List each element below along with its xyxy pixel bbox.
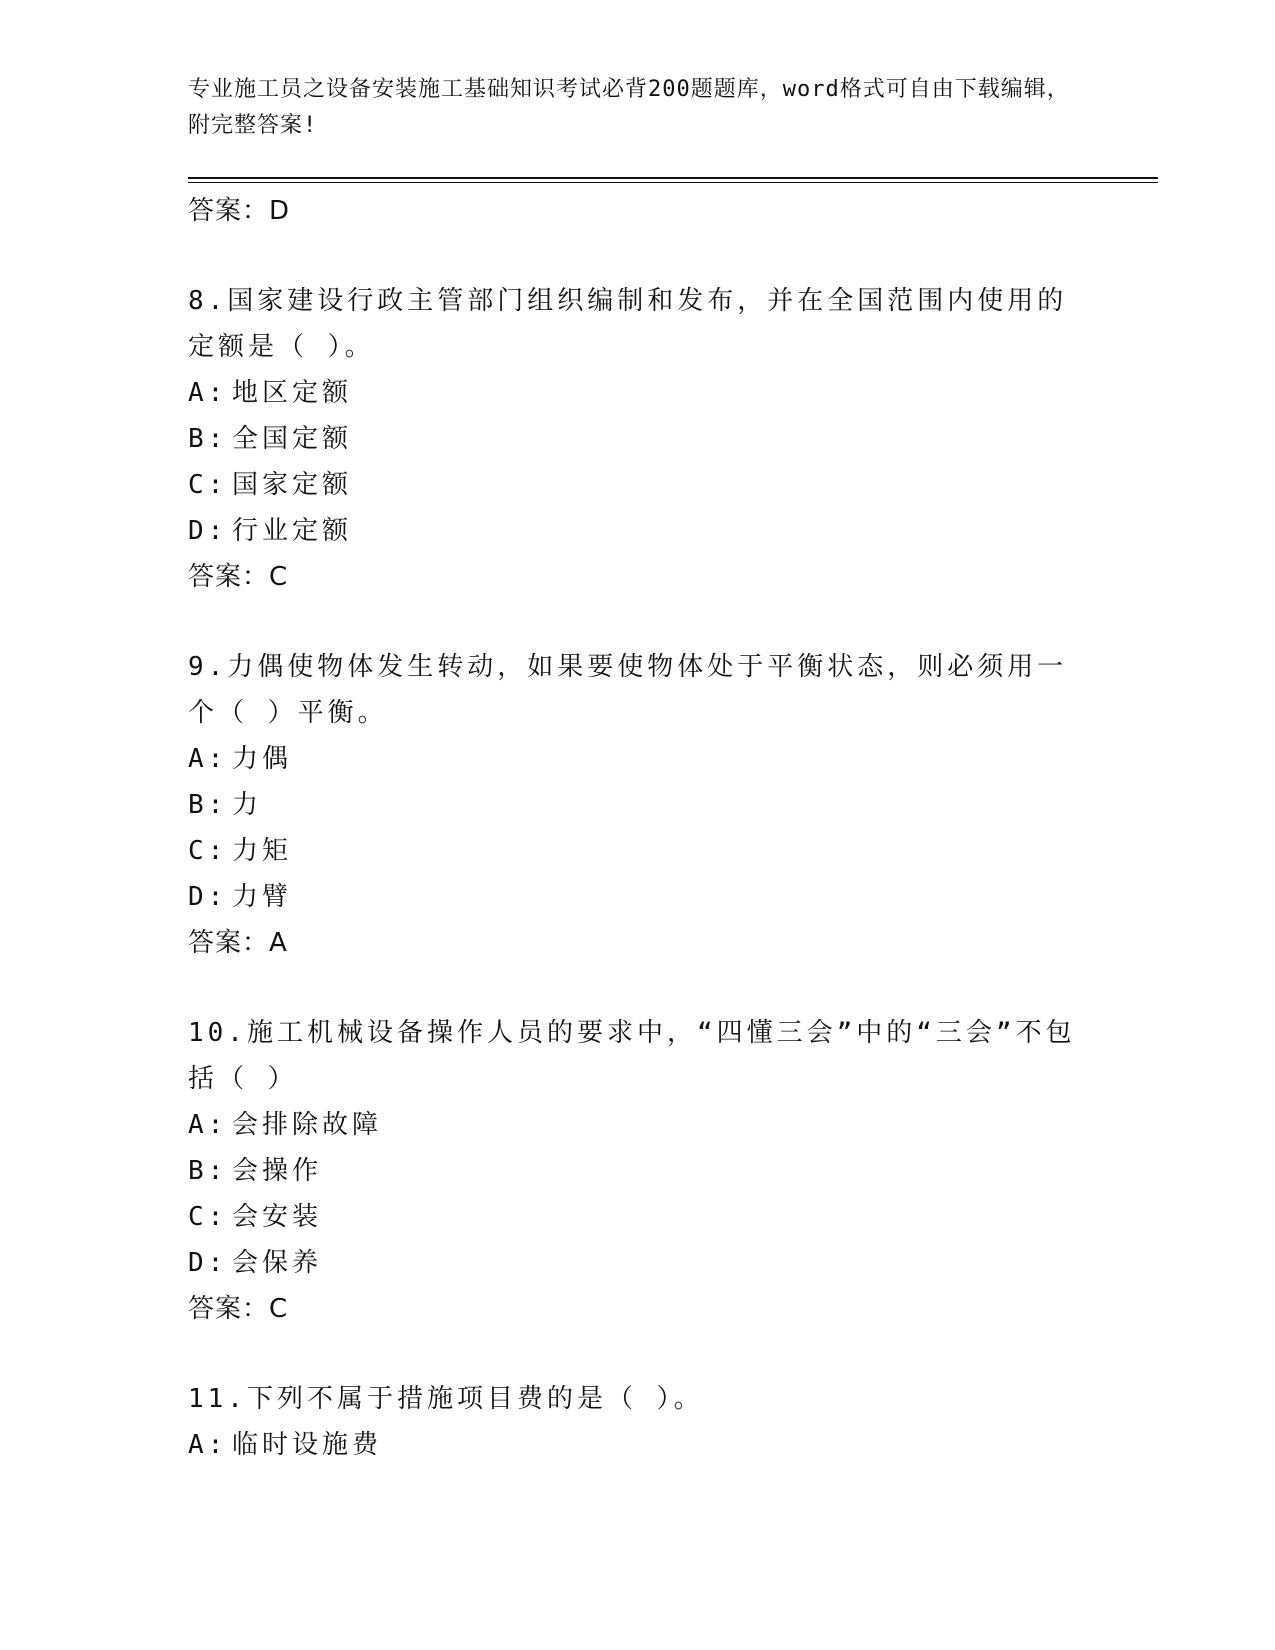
option-text: 会操作 (232, 1156, 323, 1186)
option-letter: D: (188, 882, 228, 912)
option-d (188, 508, 1088, 554)
answer-label: 答案：C (188, 562, 289, 592)
option-d (188, 874, 1088, 920)
option-a (188, 736, 1088, 782)
option-letter: B: (188, 790, 228, 820)
option-a (188, 1102, 1088, 1148)
option-letter: B: (188, 1156, 228, 1186)
option-text: 行业定额 (232, 516, 353, 546)
option-letter: A: (188, 1430, 228, 1460)
document-header: 专业施工员之设备安装施工基础知识考试必背200题题库，word格式可自由下载编辑，附完整答案! (188, 77, 1070, 138)
option-text: 国家定额 (232, 470, 353, 500)
option-c (188, 828, 1088, 874)
answer-label: 答案：A (188, 928, 288, 958)
option-text: 力臂 (232, 882, 293, 912)
option-letter: B: (188, 424, 228, 454)
option-letter: C: (188, 836, 228, 866)
option-letter: A: (188, 378, 228, 408)
option-text: 力 (232, 790, 263, 820)
option-text: 全国定额 (232, 424, 353, 454)
option-letter: D: (188, 516, 228, 546)
option-c (188, 462, 1088, 508)
option-a (188, 1422, 1088, 1468)
answer-label: 答案：C (188, 1294, 289, 1324)
question-text: 10.施工机械设备操作人员的要求中，“四懂三会”中的“三会”不包括（ ） (188, 1018, 1076, 1094)
option-letter: C: (188, 1202, 228, 1232)
spacer (188, 966, 1088, 1010)
option-text: 力偶 (232, 744, 293, 774)
option-text: 临时设施费 (232, 1430, 383, 1460)
option-letter: D: (188, 1248, 228, 1278)
option-text: 力矩 (232, 836, 293, 866)
header-divider (188, 177, 1158, 183)
option-b (188, 782, 1088, 828)
option-text: 会保养 (232, 1248, 323, 1278)
answer-label: 答案：D (188, 196, 291, 226)
option-text: 会安装 (232, 1202, 323, 1232)
option-b (188, 1148, 1088, 1194)
question-list (188, 188, 1088, 1468)
spacer (188, 1332, 1088, 1376)
question-text: 11.下列不属于措施项目费的是（ ）。 (188, 1384, 704, 1414)
spacer (188, 234, 1088, 278)
option-text: 会排除故障 (232, 1110, 383, 1140)
option-text: 地区定额 (232, 378, 353, 408)
question-text: 8.国家建设行政主管部门组织编制和发布，并在全国范围内使用的定额是（ ）。 (188, 286, 1068, 362)
option-letter: C: (188, 470, 228, 500)
spacer (188, 600, 1088, 644)
option-a (188, 370, 1088, 416)
option-letter: A: (188, 1110, 228, 1140)
option-d (188, 1240, 1088, 1286)
option-b (188, 416, 1088, 462)
option-letter: A: (188, 744, 228, 774)
question-text: 9.力偶使物体发生转动，如果要使物体处于平衡状态，则必须用一个（ ）平衡。 (188, 652, 1068, 728)
option-c (188, 1194, 1088, 1240)
